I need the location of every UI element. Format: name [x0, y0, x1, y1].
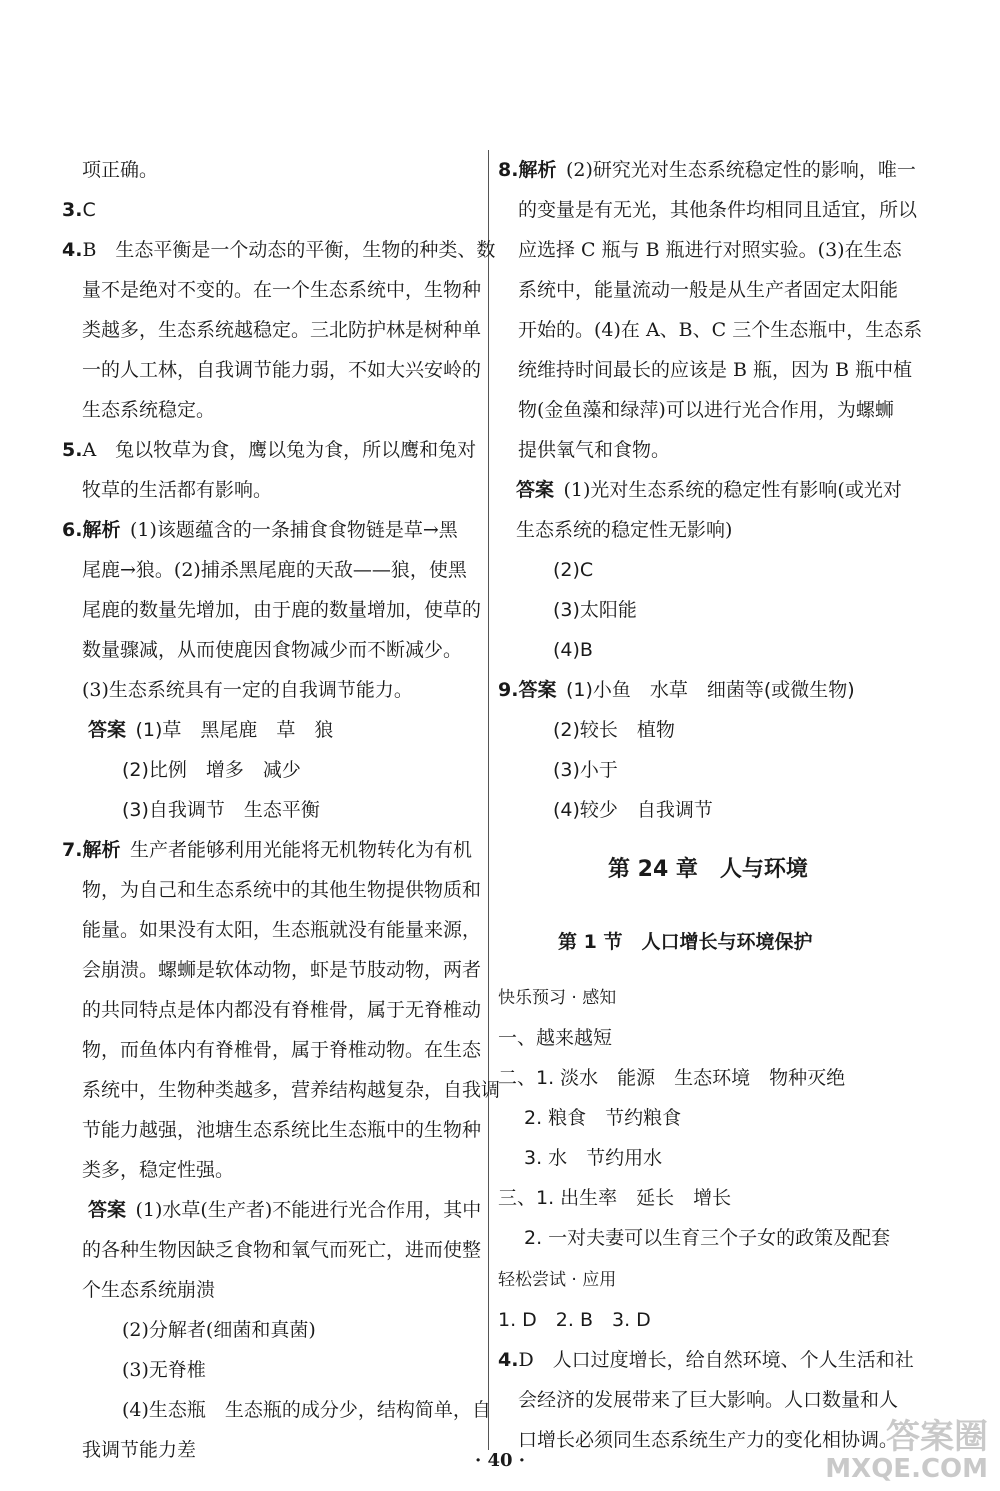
text-line: 量不是绝对不变的。在一个生态系统中，生物种 [82, 279, 482, 301]
answer-line: 三、1. 出生率 延长 增长 [498, 1187, 732, 1209]
answer-line: (2)C [553, 559, 594, 581]
answer-line: (4)B [553, 639, 593, 661]
answer-line: (2)分解者(细菌和真菌) [122, 1319, 316, 1341]
question-5: 5.A 兔以牧草为食，鹰以兔为食，所以鹰和兔对 [62, 439, 477, 461]
answer-line: (3)太阳能 [553, 599, 637, 621]
answer-line: 1. D 2. B 3. D [498, 1309, 651, 1331]
text-line: 口增长必须同生态系统生产力的变化相协调。 [518, 1429, 899, 1451]
answer-line: 二、1. 淡水 能源 生态环境 物种灭绝 [498, 1067, 846, 1089]
question-4: 4.B 生态平衡是一个动态的平衡，生物的种类、数 [62, 239, 496, 261]
text-line: 物(金鱼藻和绿萍)可以进行光合作用，为螺蛳 [518, 399, 894, 421]
page-number: · 40 · [474, 1450, 526, 1471]
text-line: (3)生态系统具有一定的自我调节能力。 [82, 679, 413, 701]
answer-line: (3)无脊椎 [122, 1359, 206, 1381]
text-line: 牧草的生活都有影响。 [82, 479, 273, 501]
text-line: 类多，稳定性强。 [82, 1159, 235, 1181]
question-9: 9.答案 (1)小鱼 水草 细菌等(或微生物) [498, 679, 855, 701]
text-line: 尾鹿的数量先增加，由于鹿的数量增加，使草的 [82, 599, 482, 621]
answer-line: 一、越来越短 [498, 1027, 613, 1049]
answer-line: (3)自我调节 生态平衡 [122, 799, 320, 821]
text-line: 数量骤减，从而使鹿因食物减少而不断减少。 [82, 639, 463, 661]
answer-line: (2)较长 植物 [553, 719, 675, 741]
text-line: 一的人工林，自我调节能力弱，不如大兴安岭的 [82, 359, 482, 381]
text-line: 的共同特点是体内都没有脊椎骨，属于无脊椎动 [82, 999, 482, 1021]
text-line: 项正确。 [82, 159, 159, 181]
answer-7: 答案 (1)水草(生产者)不能进行光合作用，其中 [88, 1199, 482, 1221]
answer-line: 2. 一对夫妻可以生育三个子女的政策及配套 [524, 1227, 891, 1249]
question-8: 8.解析 (2)研究光对生态系统稳定性的影响，唯一 [498, 159, 916, 181]
answer-line: 2. 粮食 节约粮食 [524, 1107, 682, 1129]
text-line: 的变量是有无光，其他条件均相同且适宜，所以 [518, 199, 918, 221]
text-line: 物，为自己和生态系统中的其他生物提供物质和 [82, 879, 482, 901]
chapter-title: 第 24 章 人与环境 [608, 857, 808, 882]
question-3: 3.C [62, 199, 96, 221]
text-line: 开始的。(4)在 A、B、C 三个生态瓶中，生态系 [518, 319, 923, 341]
subsection-heading: 快乐预习 · 感知 [498, 988, 617, 1008]
subsection-heading: 轻松尝试 · 应用 [498, 1270, 617, 1290]
question-4-answer: 4.D 人口过度增长，给自然环境、个人生活和社 [498, 1349, 914, 1371]
text-line: 统维持时间最长的应该是 B 瓶，因为 B 瓶中植 [518, 359, 913, 381]
text-line: 尾鹿→狼。(2)捕杀黑尾鹿的天敌——狼，使黑 [82, 559, 467, 581]
text-line: 物，而鱼体内有脊椎骨，属于脊椎动物。在生态 [82, 1039, 482, 1061]
text-line: 会经济的发展带来了巨大影响。人口数量和人 [518, 1389, 899, 1411]
text-line: 节能力越强，池塘生态系统比生态瓶中的生物种 [82, 1119, 482, 1141]
question-6: 6.解析 (1)该题蕴含的一条捕食食物链是草→黑 [62, 519, 458, 541]
question-7: 7.解析 生产者能够利用光能将无机物转化为有机 [62, 839, 472, 861]
watermark-logo: 答案圈 MXQE.COM [825, 1417, 988, 1484]
answer-6: 答案 (1)草 黑尾鹿 草 狼 [88, 719, 334, 741]
answer-line: 的各种生物因缺乏食物和氧气而死亡，进而使整 [82, 1239, 482, 1261]
text-line: 应选择 C 瓶与 B 瓶进行对照实验。(3)在生态 [518, 239, 902, 261]
column-divider [488, 150, 489, 1450]
answer-line: (4)生态瓶 生态瓶的成分少，结构简单，自 [122, 1399, 491, 1421]
text-line: 会崩溃。螺蛳是软体动物，虾是节肢动物，两者 [82, 959, 482, 981]
answer-8: 答案 (1)光对生态系统的稳定性有影响(或光对 [516, 479, 902, 501]
text-line: 能量。如果没有太阳，生态瓶就没有能量来源， [82, 919, 482, 941]
text-line: 系统中，能量流动一般是从生产者固定太阳能 [518, 279, 899, 301]
answer-line: 生态系统的稳定性无影响) [516, 519, 733, 541]
text-line: 生态系统稳定。 [82, 399, 216, 421]
text-line: 类越多，生态系统越稳定。三北防护林是树种单 [82, 319, 482, 341]
text-line: 提供氧气和食物。 [518, 439, 671, 461]
section-title: 第 1 节 人口增长与环境保护 [558, 931, 813, 953]
answer-line: 我调节能力差 [82, 1439, 197, 1461]
text-line: 系统中，生物种类越多，营养结构越复杂，自我调 [82, 1079, 501, 1101]
answer-line: (3)小于 [553, 759, 618, 781]
answer-line: 3. 水 节约用水 [524, 1147, 663, 1169]
answer-line: (2)比例 增多 减少 [122, 759, 301, 781]
answer-line: 个生态系统崩溃 [82, 1279, 216, 1301]
answer-line: (4)较少 自我调节 [553, 799, 713, 821]
